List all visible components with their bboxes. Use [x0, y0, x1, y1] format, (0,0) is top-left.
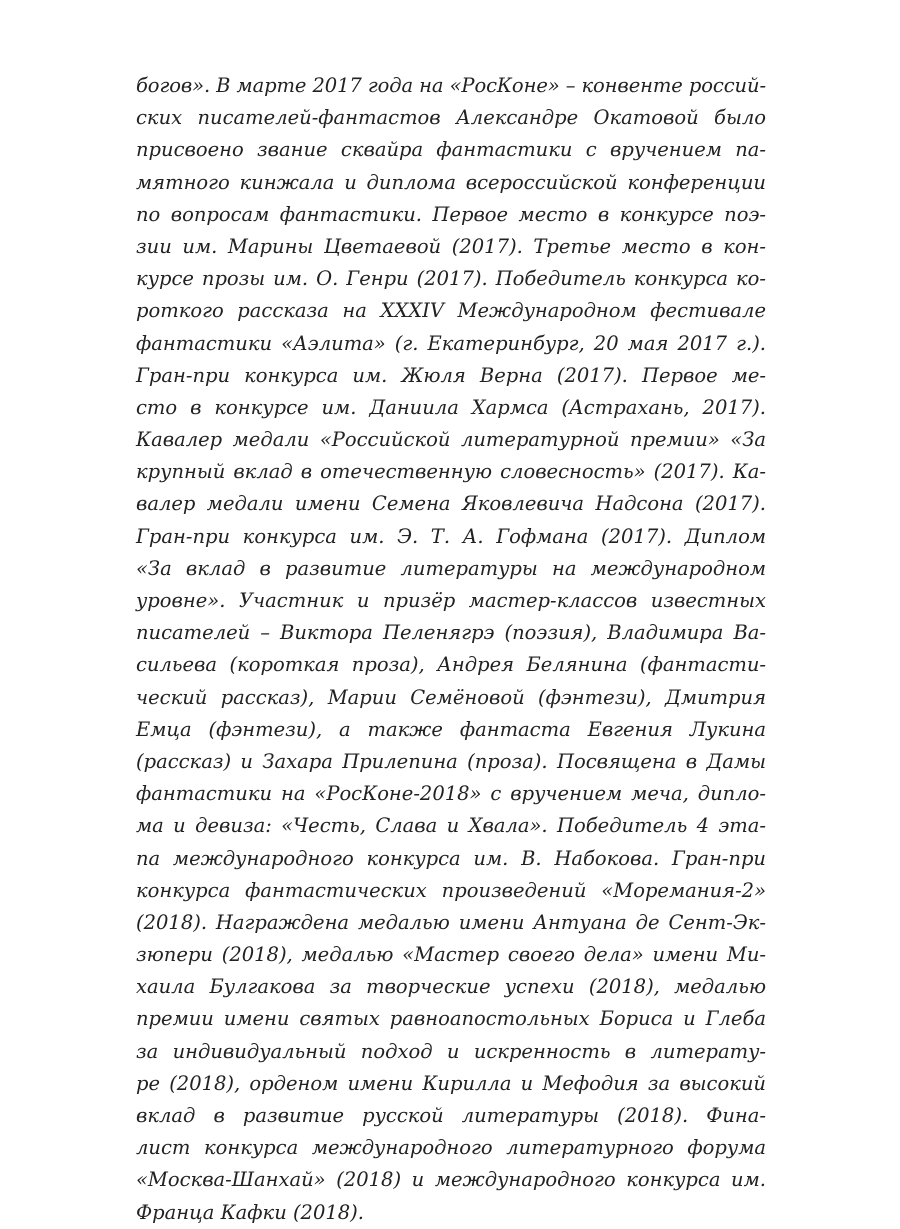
text-line: богов». В марте 2017 года на «РосКоне» – конвенте россий-: [136, 74, 766, 97]
text-line: па международного конкурса им. В. Набокова. Гран-при: [136, 846, 766, 870]
text-line: (рассказ) и Захара Прилепина (проза). Посвящена в Дамы: [136, 749, 766, 773]
text-line: хаила Булгакова за творческие успехи (2018), медалью: [136, 975, 766, 999]
text-line: курсе прозы им. О. Генри (2017). Победитель конкурса ко-: [136, 267, 766, 291]
text-line: вклад в развитие русской литературы (2018). Фина-: [136, 1104, 766, 1127]
text-line: «За вклад в развитие литературы на международном: [136, 556, 766, 580]
text-line: валер медали имени Семена Яковлевича Надсона (2017).: [136, 492, 766, 516]
text-line: за индивидуальный подход и искренность в литерату-: [136, 1039, 766, 1063]
text-line: крупный вклад в отечественную словесность» (2017). Ка-: [136, 460, 766, 484]
text-line: сто в конкурсе им. Даниила Хармса (Астрахань, 2017).: [136, 395, 766, 419]
text-line: зюпери (2018), медалью «Мастер своего дела» имени Ми-: [136, 943, 766, 967]
text-line: фантастики на «РосКоне-2018» с вручением меча, дипло-: [136, 782, 766, 806]
text-line: ческий рассказ), Марии Семёновой (фэнтези), Дмитрия: [136, 685, 766, 709]
text-line: «Москва-Шанхай» (2018) и международного конкурса им.: [136, 1168, 766, 1192]
text-line: писателей – Виктора Пеленягрэ (поэзия), Владимира Ва-: [136, 621, 766, 645]
text-line: сильева (короткая проза), Андрея Белянина (фантасти-: [136, 653, 766, 677]
text-line: конкурса фантастических произведений «Моремания-2»: [136, 878, 766, 902]
text-line: Кавалер медали «Российской литературной премии» «За: [136, 428, 766, 452]
text-line: роткого рассказа на XXXIV Международном фестивале: [136, 299, 766, 323]
text-line: ских писателей-фантастов Александре Окатовой было: [136, 106, 766, 130]
text-line: зии им. Марины Цветаевой (2017). Третье место в кон-: [136, 234, 766, 258]
body-text: [136, 70, 766, 1229]
text-line: лист конкурса международного литературного форума: [136, 1136, 766, 1160]
text-line: фантастики «Аэлита» (г. Екатеринбург, 20 мая 2017 г.).: [136, 331, 766, 355]
text-line: премии имени святых равноапостольных Бориса и Глеба: [136, 1007, 766, 1031]
text-line: (2018). Награждена медалью имени Антуана де Сент-Эк-: [136, 910, 766, 934]
text-line: ре (2018), орденом имени Кирилла и Мефодия за высокий: [136, 1071, 766, 1095]
text-line: мятного кинжала и диплома всероссийской конференции: [136, 170, 766, 194]
text-line: Гран-при конкурса им. Э. Т. А. Гофмана (2017). Диплом: [136, 524, 766, 548]
text-line: Емца (фэнтези), а также фантаста Евгения Лукина: [136, 717, 766, 741]
text-line: Франца Кафки (2018).: [136, 1200, 364, 1224]
text-line: ма и девиза: «Честь, Слава и Хвала». Победитель 4 эта-: [136, 814, 766, 838]
text-line: присвоено звание сквайра фантастики с вручением па-: [136, 138, 766, 162]
text-line: уровне». Участник и призёр мастер-классов известных: [136, 589, 766, 612]
text-line: Гран-при конкурса им. Жюля Верна (2017). Первое ме-: [136, 363, 766, 387]
text-line: по вопросам фантастики. Первое место в конкурсе поэ-: [136, 202, 766, 226]
